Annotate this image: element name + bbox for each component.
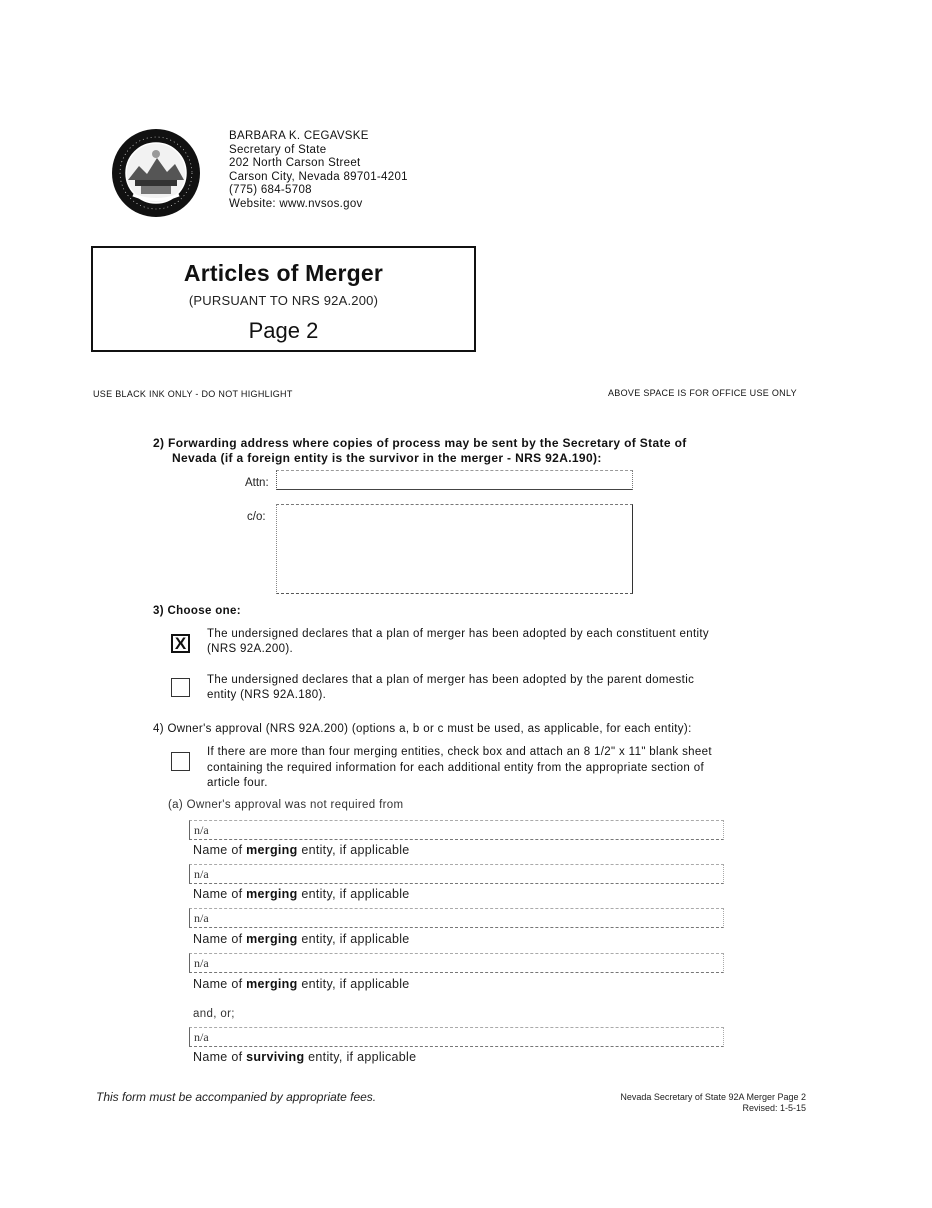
attach-line1: If there are more than four merging entities, check box and attach an 8 1/2" x 11" blank sheet <box>207 746 712 758</box>
agency-phone: (775) 684-5708 <box>229 184 312 197</box>
surviving-entity-value: n/a <box>194 1030 209 1044</box>
option2-line2: entity (NRS 92A.180). <box>207 689 327 701</box>
merging-entity-3-value: n/a <box>194 911 209 925</box>
section3-heading: 3) Choose one: <box>153 605 241 617</box>
co-label: c/o: <box>247 511 266 523</box>
merging-entity-2-input[interactable] <box>189 864 724 884</box>
option-each-constituent-checkbox[interactable] <box>171 634 190 653</box>
revised-date: Revised: 1-5-15 <box>742 1103 806 1113</box>
attn-label: Attn: <box>245 477 269 489</box>
and-or-label: and, or; <box>193 1008 235 1020</box>
merging-entity-4-value: n/a <box>194 956 209 970</box>
form-title: Articles of Merger <box>183 260 384 286</box>
agency-name: BARBARA K. CEGAVSKE <box>229 130 369 142</box>
merging-entity-4-caption: Name of merging entity, if applicable <box>193 977 410 991</box>
merging-entity-3-input[interactable] <box>189 908 724 928</box>
agency-title: Secretary of State <box>229 143 327 156</box>
attn-input[interactable] <box>276 470 633 490</box>
form-subtitle: (PURSUANT TO NRS 92A.200) <box>188 293 379 308</box>
agency-website: Website: www.nvsos.gov <box>229 197 363 210</box>
section4-heading: 4) Owner's approval (NRS 92A.200) (options a, b or c must be used, as applicable, for each entity): <box>153 723 692 735</box>
attach-line2: containing the required information for each additional entity from the appropriate section of <box>207 762 705 774</box>
ink-instruction: USE BLACK INK ONLY - DO NOT HIGHLIGHT <box>93 389 293 399</box>
surviving-entity-caption: Name of surviving entity, if applicable <box>193 1050 417 1064</box>
form-id: Nevada Secretary of State 92A Merger Page 2 <box>620 1092 806 1102</box>
page-label: Page 2 <box>248 318 319 343</box>
merging-entity-1-input[interactable] <box>189 820 724 840</box>
agency-city: Carson City, Nevada 89701-4201 <box>229 170 408 183</box>
option1-line1: The undersigned declares that a plan of merger has been adopted by each constituent entity <box>207 628 710 640</box>
option2-line1: The undersigned declares that a plan of merger has been adopted by the parent domestic <box>207 674 695 686</box>
merging-entity-1-caption: Name of merging entity, if applicable <box>193 843 410 857</box>
option1-line2: (NRS 92A.200). <box>207 643 294 655</box>
attach-sheet-checkbox[interactable] <box>171 752 190 771</box>
office-use-note: ABOVE SPACE IS FOR OFFICE USE ONLY <box>608 388 797 398</box>
agency-address-block <box>229 130 408 212</box>
merging-entity-4-input[interactable] <box>189 953 724 973</box>
fees-notice: This form must be accompanied by appropriate fees. <box>96 1090 377 1104</box>
co-address-input[interactable] <box>276 504 633 594</box>
merging-entity-2-value: n/a <box>194 867 209 881</box>
agency-street: 202 North Carson Street <box>229 157 361 170</box>
merging-entity-3-caption: Name of merging entity, if applicable <box>193 932 410 946</box>
merging-entity-2-caption: Name of merging entity, if applicable <box>193 887 410 901</box>
form-title-box <box>91 246 476 352</box>
form-revision-info <box>620 1092 806 1114</box>
nevada-seal-icon <box>111 128 201 218</box>
surviving-entity-input[interactable] <box>189 1027 724 1047</box>
option-parent-domestic-checkbox[interactable] <box>171 678 190 697</box>
attach-line3: article four. <box>207 777 268 789</box>
section2-line1: 2) Forwarding address where copies of process may be sent by the Secretary of State of <box>153 436 687 450</box>
merging-entity-1-value: n/a <box>194 823 209 837</box>
x-mark-icon: X <box>174 634 187 653</box>
sub-a-label: (a) Owner's approval was not required from <box>168 799 404 811</box>
section2-line2: Nevada (if a foreign entity is the survivor in the merger - NRS 92A.190): <box>172 451 602 465</box>
